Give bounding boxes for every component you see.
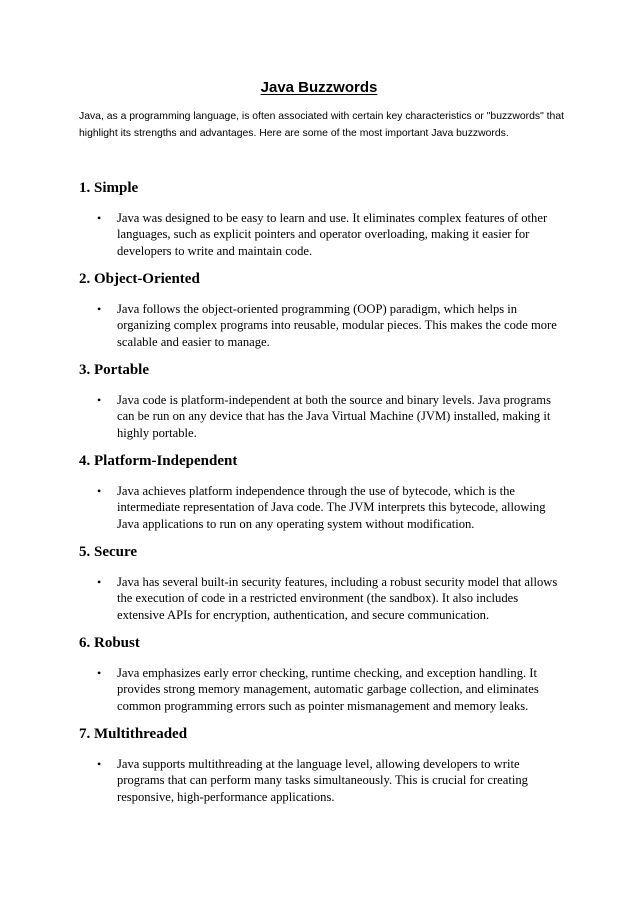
bullet-text: Java follows the object-oriented programming (OOP) paradigm, which helps in organizing complex programs into reusable, modular pieces. This makes the code more scalable and easier to manage. xyxy=(117,302,557,349)
document-title: Java Buzzwords xyxy=(260,79,378,96)
bullet-icon: • xyxy=(97,302,102,316)
bullet-text: Java achieves platform independence through the use of bytecode, which is the intermediate representation of Java code. The JVM interprets this bytecode, allowing Java applications to run on any operating system without modification. xyxy=(117,484,546,531)
intro-paragraph: Java, as a programming language, is often associated with certain key characteristics or "buzzwords" that highlight its strengths and advantages. Here are some of the most important Java buzzwords. xyxy=(79,111,565,139)
section-heading-simple: 1. Simple xyxy=(79,180,139,196)
section-heading-portable: 3. Portable xyxy=(79,362,149,378)
section-heading-multithreaded: 7. Multithreaded xyxy=(79,726,188,742)
section-heading-object-oriented: 2. Object-Oriented xyxy=(79,271,200,287)
bullet-item-secure xyxy=(97,574,567,623)
bullet-icon: • xyxy=(97,666,102,680)
bullet-text: Java has several built-in security features, including a robust security model that allows the execution of code in a restricted environment (the sandbox). It also includes extensive APIs for encryption, authentication, and secure communication. xyxy=(117,575,558,622)
bullet-item-robust xyxy=(97,665,567,714)
bullet-text: Java emphasizes early error checking, runtime checking, and exception handling. It provides strong memory management, automatic garbage collection, and eliminates common programming errors such as pointer mismanagement and memory leaks. xyxy=(117,666,539,713)
bullet-item-simple xyxy=(97,210,567,259)
bullet-icon: • xyxy=(97,393,102,407)
bullet-item-object-oriented xyxy=(97,301,567,350)
bullet-item-platform-independent xyxy=(97,483,567,532)
bullet-icon: • xyxy=(97,757,102,771)
bullet-icon: • xyxy=(97,575,102,589)
bullet-item-multithreaded xyxy=(97,756,567,805)
section-heading-secure: 5. Secure xyxy=(79,544,138,560)
bullet-icon: • xyxy=(97,484,102,498)
bullet-text: Java supports multithreading at the language level, allowing developers to write programs that can perform many tasks simultaneously. This is crucial for creating responsive, high-performance applications. xyxy=(117,757,528,804)
section-heading-platform-independent: 4. Platform-Independent xyxy=(79,453,238,469)
section-heading-robust: 6. Robust xyxy=(79,635,140,651)
bullet-icon: • xyxy=(97,211,102,225)
bullet-text: Java was designed to be easy to learn and use. It eliminates complex features of other languages, such as explicit pointers and operator overloading, making it easier for developers to write and maintain code. xyxy=(117,211,548,258)
bullet-text: Java code is platform-independent at both the source and binary levels. Java programs can be run on any device that has the Java Virtual Machine (JVM) installed, making it highly portable. xyxy=(117,393,551,440)
bullet-item-portable xyxy=(97,392,567,441)
